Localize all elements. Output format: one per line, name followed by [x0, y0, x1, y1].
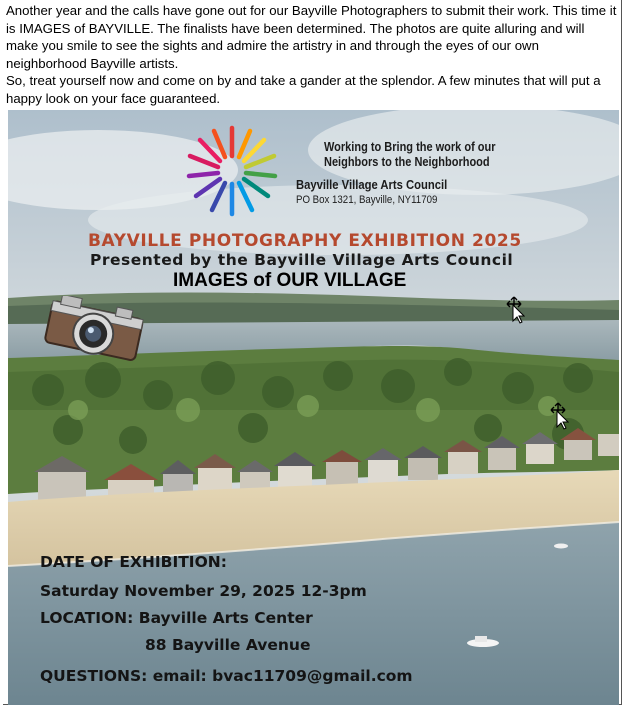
move-cursor-icon	[549, 402, 569, 430]
exhibition-title: BAYVILLE PHOTOGRAPHY EXHIBITION 2025	[88, 231, 522, 251]
council-name: Bayville Village Arts Council	[296, 178, 448, 192]
questions-line: QUESTIONS: email: bvac11709@gmail.com	[40, 667, 413, 685]
intro-text	[6, 2, 618, 108]
council-tagline: Working to Bring the work of our Neighbors to the Neighborhood	[324, 140, 496, 169]
council-address: PO Box 1321, Bayville, NY11709	[296, 194, 438, 206]
intro-paragraph: Another year and the calls have gone out for our Bayville Photographers to submit their work. This time it is IMAGES of BAYVILLE. The finalists have been determined. The photos are quite alluring and will make you smile to see the sights and admire the artistry in and through the eyes of our own neighborhood Bayville artists.	[6, 3, 617, 71]
exhibition-poster	[8, 110, 619, 705]
date-label: DATE OF EXHIBITION:	[40, 553, 227, 571]
location-line: LOCATION: Bayville Arts Center	[40, 609, 313, 627]
address-line: 88 Bayville Avenue	[145, 636, 311, 654]
date-value: Saturday November 29, 2025 12-3pm	[40, 582, 367, 600]
presented-by-line: Presented by the Bayville Village Arts Council	[90, 251, 514, 269]
move-cursor-icon	[505, 296, 525, 324]
intro-paragraph: So, treat yourself now and come on by and take a gander at the splendor. A few minutes that will put a happy look on your face guaranteed.	[6, 73, 601, 106]
logo-burst-icon	[184, 122, 280, 218]
images-title: IMAGES of OUR VILLAGE	[173, 270, 407, 291]
camera-icon	[42, 296, 148, 364]
